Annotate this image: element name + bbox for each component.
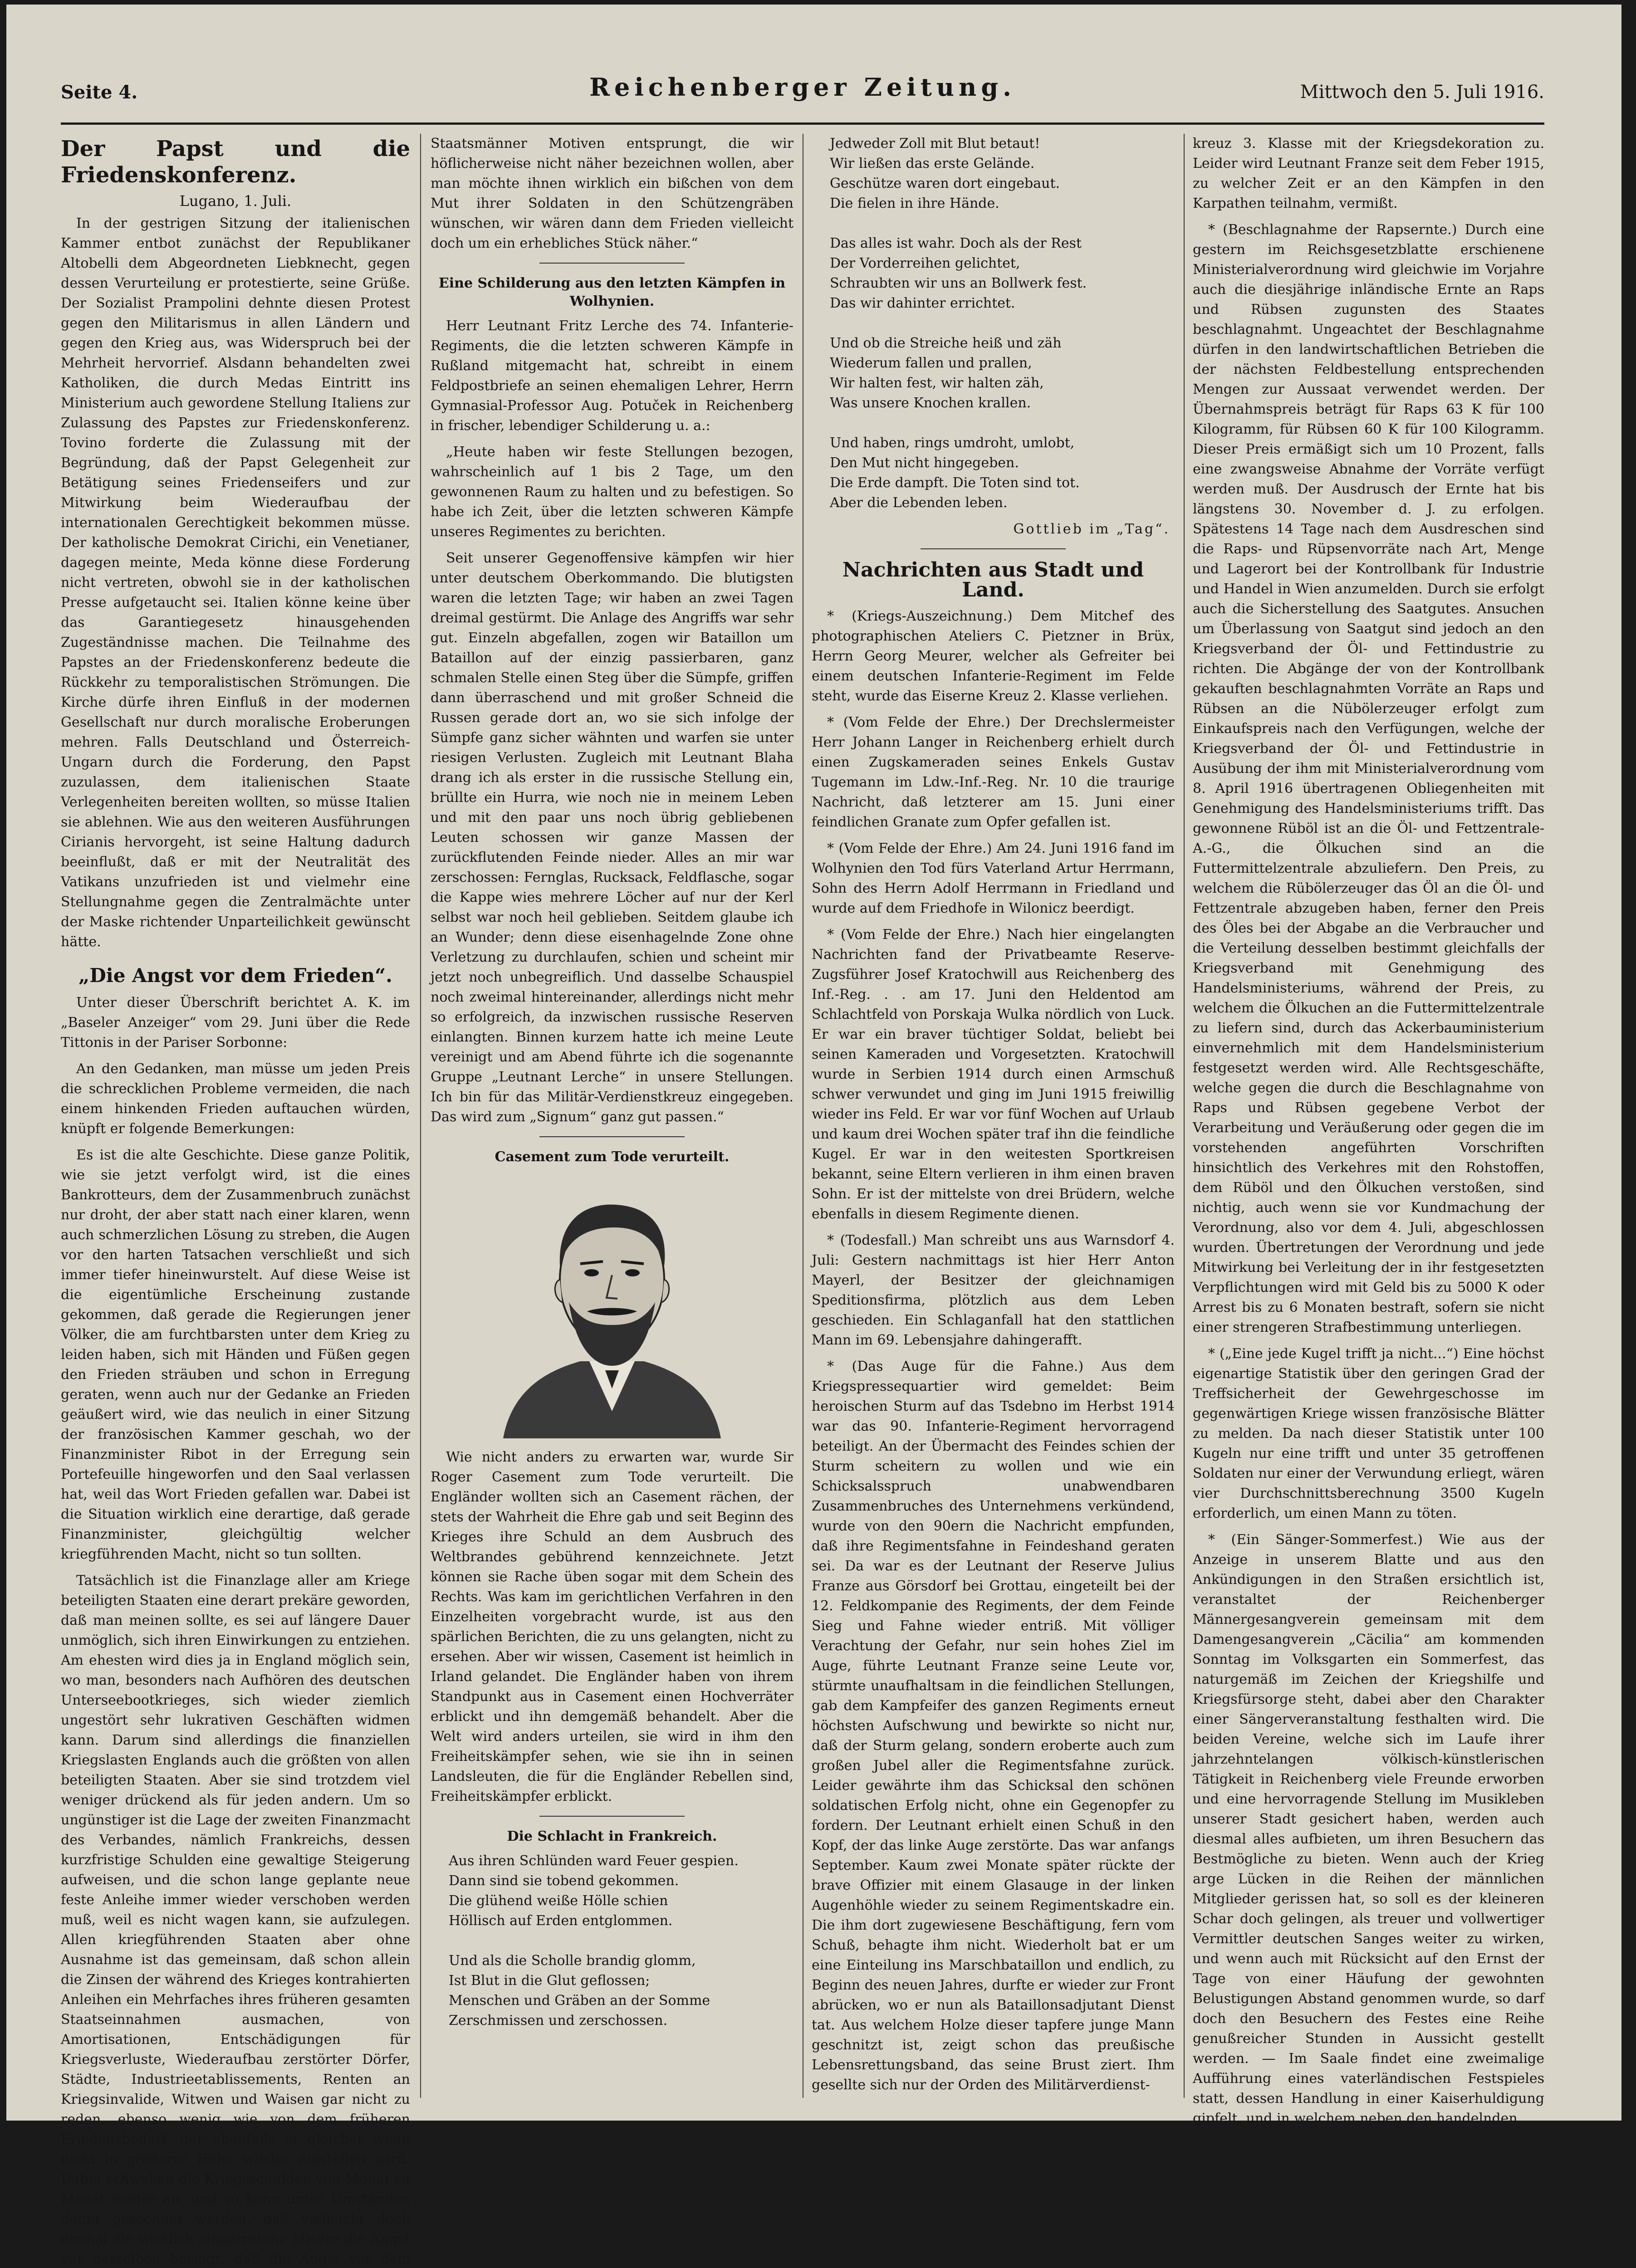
paragraph: In der gestrigen Sitzung der italienischen Kammer entbot zunächst der Republikaner Altobelli dem Abgeordneten Liebknecht, gegen dessen Verurteilung er protestierte, seine Grüße. Der Sozialist Prampolini dehnte diesen Protest gegen den Militarismus in allen Ländern und gegen den Krieg aus, was Widerspruch bei der Mehrheit hervorrief. Alsdann behandelten zwei Katholiken, die durch Medas Eintritt ins Ministerium auch gewordene Stellung Italiens zur Zulassung des Papstes zur Friedenskonferenz. Tovino forderte die Zulassung mit der Begründung, daß der Papst Gelegenheit zur Betätigung seines Friedenseifers und zur Mitwirkung beim Wiederaufbau der internationalen Gerechtigkeit bekommen müsse. Der katholische Demokrat Cirichi, ein Venetianer, dagegen meinte, Meda könne diese Forderung nicht vertreten, obwohl sie in der katholischen Presse aufgetaucht sei. Italien könne keine über das Garantiegesetz hinausgehenden Zugeständnisse machen. Die Teilnahme des Papstes an der Friedenskonferenz bedeute die Rückkehr zu temporalistischen Strömungen. Die Kirche dürfe ihren Einfluß in der modernen Gesellschaft nur durch moralische Eroberungen mehren. Falls Deutschland und Österreich-Ungarn durch die Forderung, den Papst zuzulassen, dem italienischen Staate Verlegenheiten bereiten wollten, so müsse Italien sie ablehnen. Wie aus den weiteren Ausführungen Cirianis hervorgeht, ist seine Haltung dadurch beeinflußt, daß er mit der Neutralität des Vatikans unzufrieden ist und vielmehr eine Stellungnahme gegen die Zentralmächte unter der Maske richtender Unparteilichkeit gewünscht hätte. bbox=[61, 215, 410, 950]
paragraph: Unter dieser Überschrift berichtet A. K. im „Baseler Anzeiger“ vom 29. Juni über die Rede Tittonis in der Pariser Sorbonne: bbox=[61, 995, 410, 1051]
section-title-nachrichten: Nachrichten aus Stadt und Land. bbox=[842, 558, 1144, 601]
news-item: * („Eine jede Kugel trifft ja nicht...“) Eine höchst eigenartige Statistik über den geringen Grad der Treffsicherheit der Gewehrgeschosse im gegenwärtigen Kriege wissen französische Blätter zu melden. Da nach dieser Statistik unter 100 Kugeln nur eine trifft und unter 35 getroffenen Soldaten nur einer der Verwundung erliegt, wären vier Durchschnittsberechnung 3500 Kugeln erforderlich, um einen Mann zu töten. bbox=[1193, 1346, 1544, 1521]
dateline: Lugano, 1. Juli. bbox=[179, 192, 292, 210]
paragraph: Staatsmänner Motiven entsprungt, die wir höflicherweise nicht näher bezeichnen wollen, aber man möchte ihnen wirklich ein bißchen von dem Mut ihrer Soldaten in den Schützengräben wünschen, wir wären dann dem Frieden vielleicht doch um ein erhebliches Stück näher.“ bbox=[431, 136, 794, 251]
section-rule bbox=[539, 263, 685, 264]
article-title-angst: „Die Angst vor dem Frieden“. bbox=[78, 964, 392, 987]
issue-date: Mittwoch den 5. Juli 1916. bbox=[1300, 82, 1544, 103]
poem-title-schlacht: Die Schlacht in Frankreich. bbox=[507, 1828, 717, 1844]
news-item: kreuz 3. Klasse mit der Kriegsdekoration zu. Leider wird Leutnant Franze seit dem Feber 1915, zu welcher Zeit er an den Kämpfen in den Karpathen teilnahm, vermißt. bbox=[1193, 136, 1544, 211]
news-item: * (Vom Felde der Ehre.) Am 24. Juni 1916 fand im Wolhynien den Tod fürs Vaterland Artur Herrmann, Sohn des Herrn Adolf Herrmann in Friedland und wurde auf dem Friedhofe in Wilonicz beerdigt. bbox=[812, 841, 1175, 916]
column-4 bbox=[1193, 134, 1544, 2126]
casement-portrait bbox=[485, 1175, 739, 1438]
news-item: * (Todesfall.) Man schreibt uns aus Warnsdorf 4. Juli: Gestern nachmittags ist hier Herr Anton Mayerl, der Besitzer der gleichnamigen Speditionsfirma, plötzlich aus dem Leben geschieden. Ein Schlaganfall hat den stattlichen Mann im 69. Lebensjahre dahingerafft. bbox=[812, 1232, 1175, 1348]
page-number: Seite 4. bbox=[61, 82, 138, 103]
article-title-casement: Casement zum Tode verurteilt. bbox=[495, 1149, 730, 1165]
newspaper-page bbox=[6, 5, 1621, 2267]
article-title-wolhynien: Eine Schilderung aus den letzten Kämpfen in Wolhynien. bbox=[438, 275, 786, 309]
paragraph: Herr Leutnant Fritz Lerche des 74. Infanterie-Regiments, die die letzten schweren Kämpfe in Rußland mitgemacht hat, schreibt in einem Feldpostbriefe an seinen ehemaligen Lehrer, Herrn Gymnasial-Professor Aug. Potuček in Reichenberg in frischer, lebendiger Schilderung u. a.: bbox=[431, 318, 794, 434]
paragraph: An den Gedanken, man müsse um jeden Preis die schrecklichen Probleme vermeiden, die nach einem hinkenden Frieden auftauchen würden, knüpft er folgende Bemerkungen: bbox=[61, 1061, 410, 1137]
news-item: * (Beschlagnahme der Rapsernte.) Durch eine gestern im Reichsgesetzblatte erschienene Ministerialverordnung wird gleichwie im Vorjahre auch die diesjährige inländische Ernte an Raps und Rübsen zugunsten des Staates beschlagnahmt. Ungeachtet der Beschlagnahme dürfen in den landwirtschaftlichen Betrieben die der nächsten Feldbestellung entsprechenden Mengen zur Aussaat verwendet werden. Der Übernahmspreis beträgt für Raps 63 K für 100 Kilogramm, für Rübsen 60 K für 100 Kilogramm. Dieser Preis ermäßigt sich um 10 Prozent, falls eine zwangsweise Abnahme der Vorräte verfügt werden muß. Der Ausdrusch der Ernte hat bis längstens 30. November d. J. zu erfolgen. Spätestens 14 Tage nach dem Ausdreschen sind die Raps- und Rüpsenvorräte nach Art, Menge und Lagerort bei der Kontrollbank für Industrie und Handel in Wien anzumelden. Durch sie erfolgt auch die Sicherstellung des Saatgutes. Ansuchen um Überlassung von Saatgut sind jedoch an den Kriegsverband der Öl- und Fettindustrie zu richten. Die Abgänge der von der Kontrollbank gekauften beschlagnahmten Vorräte an Raps und Rübsen an die Nübölerzeuger erfolgt zum Einkaufspreis nach den Verfügungen, welche der Kriegsverband der Öl- und Fettindustrie in Ausübung der ihm mit Ministerialverordnung vom 8. April 1916 übertragenen Obliegenheiten mit Genehmigung des Handelsministeriums trifft. Das gewonnene Rüböl ist an die Öl- und Fettzentrale-A.-G., die Ölkuchen sind an die Futtermittelzentrale abzuliefern. Den Preis, zu welchem die Rübölerzeuger das Öl an die Öl- und Fettzentrale abzugeben haben, ferner den Preis des Öles bei der Abgabe an die Verbraucher und die Verteilung desselben bestimmt gleichfalls der Kriegsverband mit Genehmigung des Handelsministeriums, während der Preis, zu welchem die Ölkuchen an die Futtermittelzentrale zu liefern sind, durch das Ackerbauministerium einvernehmlich mit dem Handelsministerium festgesetzt werden wird. Alle Rechtsgeschäfte, welche gegen die durch die Beschlagnahme von Raps und Rübsen gegebene Verbot der Verarbeitung und Veräußerung oder gegen die im vorstehenden angeführten Vorschriften hinsichtlich des Verkehres mit den Rohstoffen, dem Rüböl und den Ölkuchen verstoßen, sind nichtig, auch wenn sie vor Kundmachung der Verordnung, also vor dem 4. Juli, abgeschlossen wurden. Übertretungen der Verordnung und jede Mitwirkung bei Verleitung der in ihr festgesetzten Verpflichtungen wird mit Geld bis zu 5000 K oder Arrest bis zu 6 Monaten bestraft, sofern sie nicht einer strengeren Strafbestimmung unterliegen. bbox=[1193, 222, 1544, 1335]
paragraph: Seit unserer Gegenoffensive kämpfen wir hier unter deutschem Oberkommando. Die blutigsten waren die letzten Tage; wir haben an zwei Tagen dreimal gestürmt. Die Anlage des Angriffs war sehr gut. Einzeln abgefallen, zogen wir Bataillon um Bataillon auf der einzig passierbaren, ganz schmalen Stelle einen Steg über die Sümpfe, griffen dann überraschend und mit großer Schneid die Russen gerade dort an, wo sie sich infolge der Sümpfe ganz sicher wähnten und warfen sie unter riesigen Verlusten. Zugleich mit Leutnant Blaha drang ich als erster in die russische Stellung ein, brüllte ein Hurra, wie noch nie in meinem Leben und mit den paar uns noch übrig gebliebenen Leuten schossen wir ganze Massen der zurückflutenden Feinde nieder. Alles an mir war zerschossen: Fernglas, Rucksack, Feldflasche, sogar die Kappe wies mehrere Löcher auf nur der Kerl selbst war noch heil geblieben. Seitdem glaube ich an Wunder; denn diese eisenhagelnde Zone ohne Verletzung zu durchlaufen, schien und scheint mir jetzt noch unbegreiflich. Und dasselbe Schauspiel noch zweimal hintereinander, allerdings nicht mehr so erfolgreich, da inzwischen russische Reserven einlangten. Binnen kurzem hatte ich meine Leute vereinigt und am Abend führte ich die sogenannte Gruppe „Leutnant Lerche“ in unsere Stellungen. Ich bin für das Militär-Verdienstkreuz eingegeben. Das wird zum „Signum“ ganz gut passen.“ bbox=[431, 550, 794, 1125]
article-title-pope: Der Papst und die Friedenskonferenz. bbox=[61, 136, 410, 188]
section-rule bbox=[539, 1136, 685, 1137]
news-item: * (Vom Felde der Ehre.) Der Drechslermeister Herr Johann Langer in Reichenberg erhielt durch einen Zugskameraden seines Enkels Gustav Tugemann im Ldw.-Inf.-Reg. Nr. 10 die traurige Nachricht, daß letzterer am 15. Juni einer feindlichen Granate zum Opfer gefallen ist. bbox=[812, 714, 1175, 830]
column-divider bbox=[420, 134, 421, 2098]
news-item: * (Kriegs-Auszeichnung.) Dem Mitchef des photographischen Ateliers C. Pietzner in Brüx, Herrn Georg Meurer, welcher als Gefreiter bei einem deutschen Infanterie-Regiment im Felde steht, wurde das Eiserne Kreuz 2. Klasse verliehen. bbox=[812, 608, 1175, 704]
paragraph: Es ist die alte Geschichte. Diese ganze Politik, wie sie jetzt verfolgt wird, ist die eines Bankrotteurs, dem der Zusammenbruch zunächst nur droht, der aber statt nach einer klaren, wenn auch schmerzlichen Lösung zu streben, die Augen vor den harten Tatsachen verschließt und sich immer tiefer hineinwurstelt. Auf diese Weise ist die eigentümliche Erscheinung zustande gekommen, daß gerade die Regierungen jener Völker, die am furchtbarsten unter dem Krieg zu leiden haben, sich mit Händen und Füßen gegen den Frieden sträuben und schon in Erregung geraten, wenn auch nur der Gedanke an Frieden geäußert wird, wie das neulich in einer Sitzung der französischen Kammer geschah, wo der Finanzminister Ribot in der Erregung sein Portefeuille hingeworfen und den Saal verlassen hat, weil das Wort Frieden gefallen war. Dabei ist die Situation wirklich eine derartige, daß gerade Finanzminister, gleichgültig welcher kriegführenden Macht, nicht so tun sollten. bbox=[61, 1147, 410, 1562]
paragraph: „Heute haben wir feste Stellungen bezogen, wahrscheinlich auf 1 bis 2 Tage, um den gewonnenen Raum zu halten und zu befestigen. So habe ich Zeit, über die letzten schweren Kämpfe unseres Regimentes zu berichten. bbox=[431, 444, 794, 540]
column-1 bbox=[61, 134, 410, 2267]
section-rule bbox=[539, 1816, 685, 1817]
news-item: * (Vom Felde der Ehre.) Nach hier eingelangten Nachrichten fand der Privatbeamte Reserve-Zugsführer Josef Kratochwill aus Reichenberg des Inf.-Reg. . . am 17. Juni den Heldentod am Schlachtfeld von Porskaja Wulka nördlich von Luck. Er war ein braver tüchtiger Soldat, beliebt bei seinen Kameraden und Vorgesetzten. Kratochwill wurde in Serbien 1914 durch einen Armschuß schwer verwundet und ging im Juni 1915 freiwillig wieder ins Feld. Er war vor fünf Wochen auf Urlaub und kaum drei Wochen später traf ihn die feindliche Kugel. Er war in den weitesten Sportkreisen bekannt, seine Eltern verlieren in ihm einen braven Sohn. Er ist der mittelste von drei Brüdern, welche ebenfalls in diesem Regimente dienen. bbox=[812, 927, 1175, 1222]
paragraph: Wie nicht anders zu erwarten war, wurde Sir Roger Casement zum Tode verurteilt. Die Engländer wollten sich an Casement rächen, der stets der Wahrheit die Ehre gab und seit Beginn des Krieges ihre Schuld an dem Ausbruch des Weltbrandes gebührend kennzeichnete. Jetzt können sie Rache üben sogar mit dem Schein des Rechts. Was kam im gerichtlichen Verfahren in den Einzelheiten vorgebracht wurde, ist aus den spärlichen Berichten, die zu uns gelangten, nicht zu ersehen. Aber wir wissen, Casement ist heimlich in Irland gelandet. Die Engländer haben von ihrem Standpunkt aus in Casement einen Hochverräter erblickt und ihn demgemäß behandelt. Aber die Welt wird anders urteilen, sie wird in ihm den Freiheitskämpfer sehen, wie sie ihn in seinen Landsleuten, die für die Engländer Rebellen sind, Freiheitskämpfer erblickt. bbox=[431, 1449, 794, 1804]
page-header bbox=[61, 73, 1544, 113]
column-2 bbox=[431, 134, 794, 2102]
header-rule bbox=[61, 122, 1544, 125]
poem-continued: Jedweder Zoll mit Blut betaut! Wir ließen das erste Gelände. Geschütze waren dort eingebaut. Die fielen in ihre Hände. Das alles ist wahr. Doch als der Rest Der Vorderreihen gelichtet, Schraubten wir uns an Bollwerk fest. Das wir dahinter errichtet. Und ob die Streiche heiß und zäh Wiederum fallen und prallen, Wir halten fest, wir halten zäh, Was unsere Knochen krallen. Und haben, rings umdroht, umlobt, Den Mut nicht hingegeben. Die Erde dampft. Die Toten sind tot. Aber die Lebenden leben. bbox=[830, 136, 1087, 511]
newspaper-title: Reichenberger Zeitung. bbox=[589, 73, 1016, 102]
column-divider bbox=[1184, 134, 1185, 2098]
column-3 bbox=[812, 134, 1175, 2102]
section-rule bbox=[921, 548, 1066, 549]
news-item: * (Ein Sänger-Sommerfest.) Wie aus der Anzeige in unserem Blatte und aus den Ankündigungen in den Straßen ersichtlich ist, veranstaltet der Reichenberger Männergesangverein gemeinsam mit dem Damengesangverein „Cäcilia“ am kommenden Sonntag im Volksgarten ein Sommerfest, das naturgemäß im Zeichen der Kriegshilfe und Kriegsfürsorge steht, dabei aber den Charakter einer Sängerveranstaltung festhalten wird. Die beiden Vereine, welche sich im Laufe ihrer jahrzehntelangen völkisch-künstlerischen Tätigkeit in Reichenberg viele Freunde erworben und eine hervorragende Stellung im Musikleben unserer Stadt gesichert haben, werden auch diesmal alles aufbieten, um ihren Besuchern das Bestmögliche zu bieten. Wenn auch der Krieg arge Lücken in die Reihen der männlichen Mitglieder gerissen hat, so soll es der kleineren Schar doch gelingen, als treuer und vollwertiger Vermittler deutschen Sanges weiter zu wirken, und wenn auch mit Rücksicht auf den Ernst der Tage von einer Häufung der gewohnten Belustigungen Abstand genommen wurde, so darf doch den Besuchern des Festes eine Reihe genußreicher Stunden in Aussicht gestellt werden. — Im Saale findet eine zweimalige Aufführung eines vaterländischen Festspieles statt, dessen Handlung in einer Kaiserhuldigung gipfelt, und in welchem neben den handelnden bbox=[1193, 1532, 1544, 2126]
poem: Aus ihren Schlünden ward Feuer gespien. Dann sind sie tobend gekommen. Die glühend weiße Hölle schien Höllisch auf Erden entglommen. Und als die Scholle brandig glomm, Ist Blut in die Glut geflossen; Menschen und Gräben an der Somme Zerschmissen und zerschossen. bbox=[449, 1853, 739, 2028]
news-item: * (Das Auge für die Fahne.) Aus dem Kriegspressequartier wird gemeldet: Beim heroischen Sturm auf das Tsdebno im Herbst 1914 war das 90. Infanterie-Regiment hervorragend beteiligt. An der Übermacht des Feindes schien der Sturm scheitern zu wollen und wie ein Schicksalsspruch unabwendbaren Zusammenbruches des Unternehmens verkündend, wurde von den 90ern die Nachricht empfunden, daß ihre Regimentsfahne in Feindeshand geraten sei. Da war es der Leutnant der Reserve Julius Franze aus Görsdorf bei Grottau, eingeteilt bei der 12. Feldkompanie des Regiments, der dem Feinde Sieg und Fahne wieder entriß. Mit völliger Verachtung der Gefahr, nur sein hohes Ziel im Auge, führte Leutnant Franze seine Leute vor, stürmte unaufhaltsam in die feindlichen Stellungen, gab dem Kampfeifer des ganzen Regiments erneut höchsten Aufschwung und bewirkte so nicht nur, daß der Sturm gelang, sondern eroberte auch zum großen Jubel aller die Regimentsfahne zurück. Leider gewährte ihm das Schicksal den schönen soldatischen Erfolg nicht, ohne ein Gegenopfer zu fordern. Der Leutnant erhielt einen Schuß in den Kopf, der das linke Auge zerstörte. Das war anfangs September. Kaum zwei Monate später rückte der brave Offizier mit einem Glasauge in der linken Augenhöhle wieder zu seinem Regimentskadre ein. Die ihm dort zugewiesene Beschäftigung, fern vom Schuß, behagte ihm nicht. Wiederholt bat er um eine Einteilung ins Marschbataillon und endlich, zu Beginn des neuen Jahres, durfte er wieder zur Front abrücken, wo er nun als Bataillonsadjutant Dienst tat. Aus welchem Holze dieser tapfere junge Mann geschnitzt ist, zeigt schon das preußische Lebensrettungsband, das seine Brust ziert. Ihm gesellte sich nur der Orden des Militärverdienst- bbox=[812, 1359, 1175, 2093]
poem-signature: Gottlieb im „Tag“. bbox=[1013, 521, 1170, 537]
paragraph: Tatsächlich ist die Finanzlage aller am Kriege beteiligten Staaten eine derart prekäre geworden, daß man meinen sollte, es sei auf längere Dauer unmöglich, sich ihren Einwirkungen zu entziehen. Am ehesten wird dies ja in England möglich sein, wo man, besonders nach Aufhören des deutschen Unterseebootkrieges, sich wieder ziemlich ungestört sehr lukrativen Geschäften widmen kann. Darum sind allerdings die finanziellen Kriegslasten Englands auch die größten von allen beteiligten Staaten. Aber sie sind trotzdem viel weniger drückend als für jeden andern. Um so ungünstiger ist die Lage der zweiten Finanzmacht des Verbandes, nämlich Frankreichs, dessen kurzfristige Schulden eine gewaltige Steigerung aufweisen, und die schon lange geplante neue feste Anleihe immer wieder verschoben werden muß, weil es nicht wagen kann, sie aufzulegen. Allen kriegführenden Staaten aber ohne Ausnahme ist das gemeinsam, daß schon allein die Zinsen der während des Krieges kontrahierten Anleihen ein Mehrfaches ihres früheren gesamten Staatseinnahmen ausmachen, von Amortisationen, Entschädigungen für Kriegsverluste, Wiederaufbau zerstörter Dörfer, Städte, Industrieetablissements, Renten an Kriegsinvalide, Witwen und Waisen gar nicht zu reden, ebenso wenig wie von dem früheren Friedensbedarf, der ebenfalls in gleicher wenn nicht in größerer Höhe wieder einstellen wird. Dabei schwellen die Kriegsschulden von Monat zu Monat weiter an, und so kann unter Umständen damit gerechnet werden, daß vielleicht doch einmal die wirklich eingetretene Misere die Angst vor derselben besiegt, daß die Angst vor dem bbox=[61, 1573, 410, 2267]
